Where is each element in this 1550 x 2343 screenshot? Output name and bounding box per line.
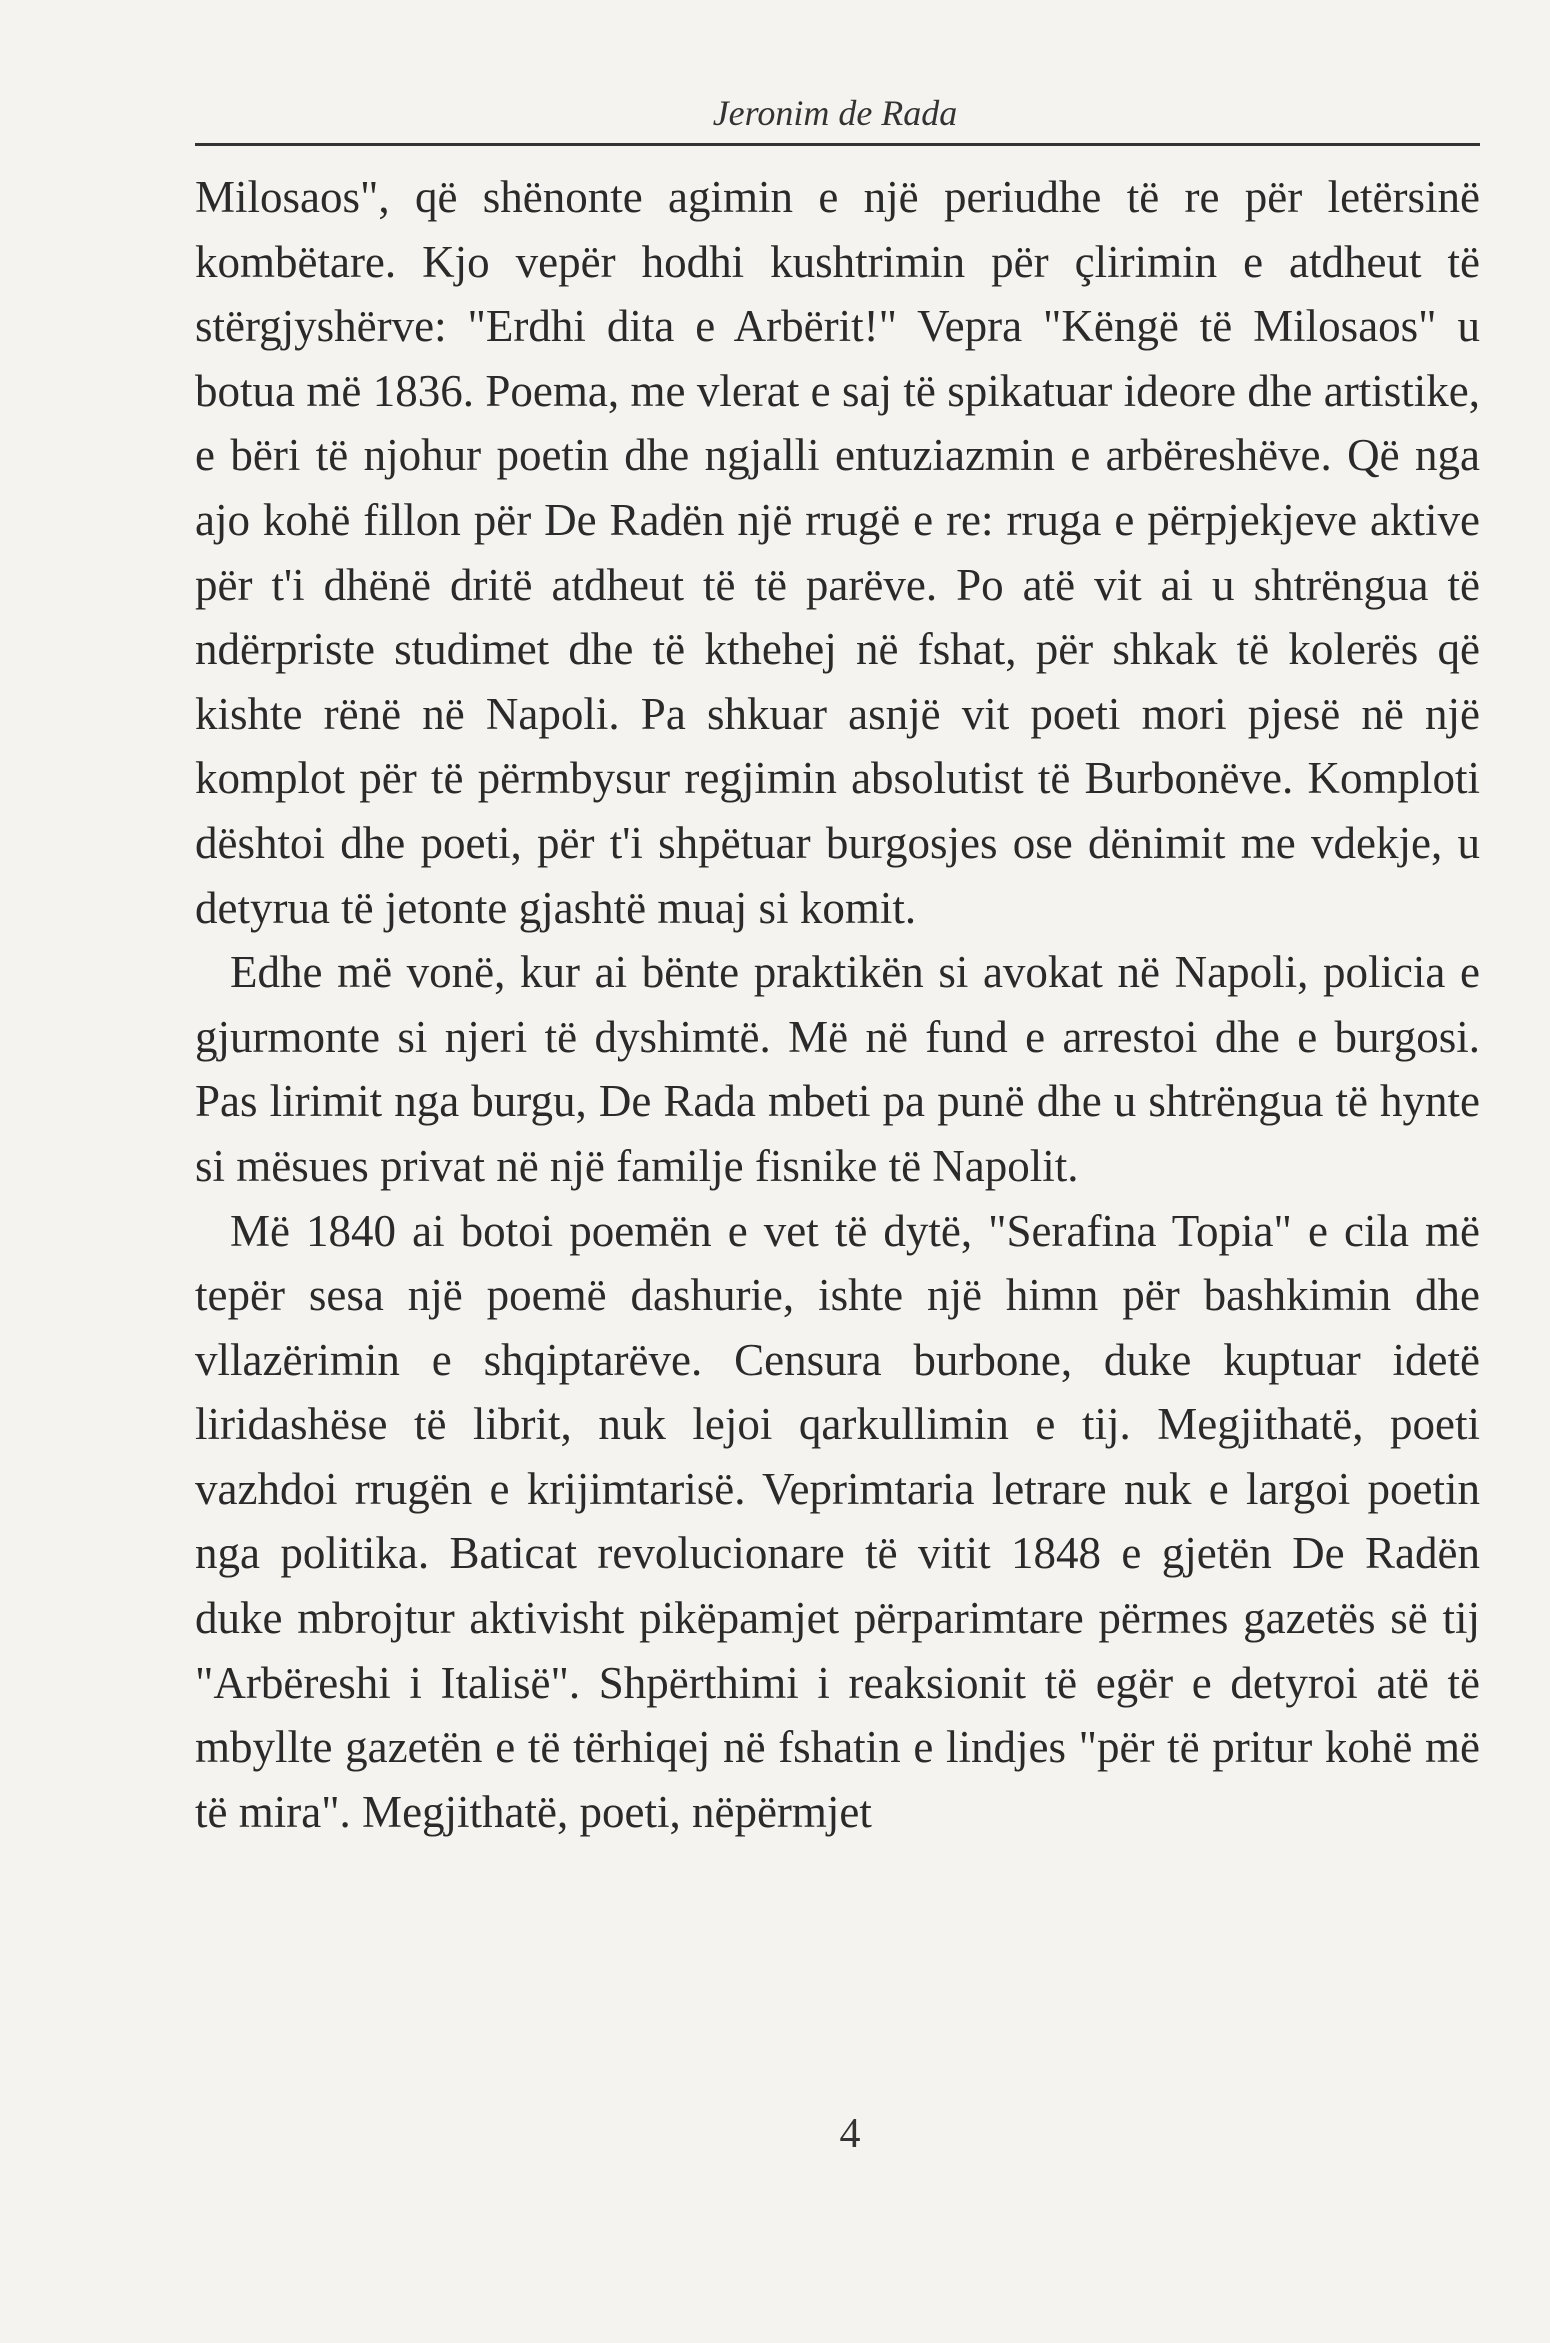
page-number: 4 [839, 2111, 861, 2157]
paragraph-1: Milosaos", që shënonte agimin e një periudhe të re për letërsinë kombëtare. Kjo vepër hodhi kushtrimin për çlirimin e atdheut të stërgjyshërve: "Erdhi dita e Arbërit!" Vepra "Këngë të Milosaos" u botua më 1836. Poema, me vlerat e saj të spikatuar ideore dhe artistike, e bëri të njohur poetin dhe ngjalli entuziazmin e arbëreshëve. Që nga ajo kohë fillon për De Radën një rrugë e re: rruga e përpjekjeve aktive për t'i dhënë dritë atdheut të të parëve. Po atë vit ai u shtrëngua të ndërpriste studimet dhe të kthehej në fshat, për shkak të kolerës që kishte rënë në Napoli. Pa shkuar asnjë vit poeti mori pjesë në një komplot për të përmbysur regjimin absolutist të Burbonëve. Komploti dështoi dhe poeti, për t'i shpëtuar burgosjes ose dënimit me vdekje, u detyrua të jetonte gjashtë muaj si komit. [195, 172, 1480, 933]
running-title: Jeronim de Rada [712, 93, 958, 133]
paragraph-3: Më 1840 ai botoi poemën e vet të dytë, "Serafina Topia" e cila më tepër sesa një poemë dashurie, ishte një himn për bashkimin dhe vllazërimin e shqiptarëve. Censura burbone, duke kuptuar idetë liridashëse të librit, nuk lejoi qarkullimin e tij. Megjithatë, poeti vazhdoi rrugën e krijimtarisë. Veprimtaria letrare nuk e largoi poetin nga politika. Baticat revolucionare të vitit 1848 e gjetën De Radën duke mbrojtur aktivisht pikëpamjet përparimtare përmes gazetës së tij "Arbëreshi i Italisë". Shpërthimi i reaksionit të egër e detyroi atë të mbyllte gazetën e të tërhiqej në fshatin e lindjes "për të pritur kohë më të mira". Megjithatë, poeti, nëpërmjet [195, 1205, 1480, 1837]
header-rule [195, 143, 1480, 146]
paragraph-2: Edhe më vonë, kur ai bënte praktikën si avokat në Napoli, policia e gjurmonte si njeri të dyshimtë. Më në fund e arrestoi dhe e burgosi. Pas lirimit nga burgu, De Rada mbeti pa punë dhe u shtrëngua të hynte si mësues privat në një familje fisnike të Napolit. [195, 947, 1480, 1191]
body-text [195, 165, 1480, 1844]
